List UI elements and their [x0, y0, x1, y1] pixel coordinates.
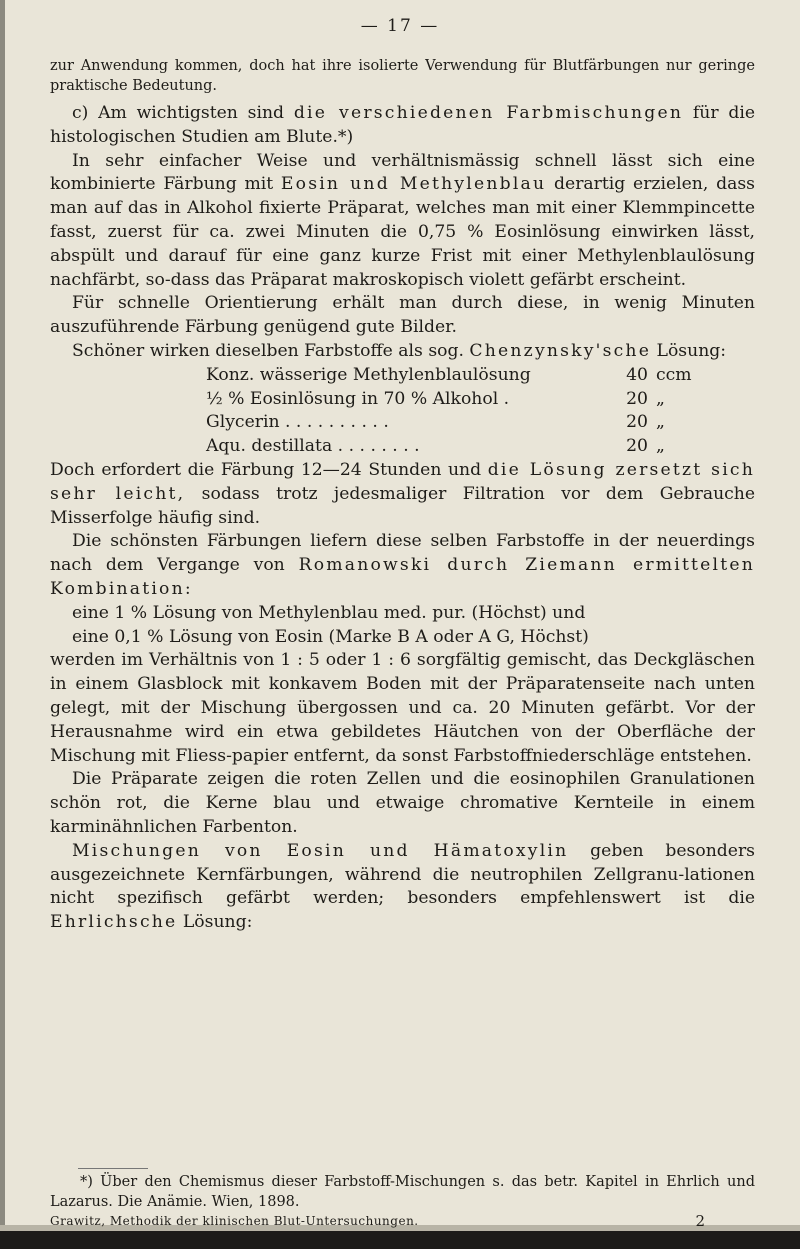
paragraph-hematoxylin: Mischungen von Eosin und Hämatoxylin geben besonders ausgezeichnete Kernfärbungen, während die neutrophilen Zellgranu-lationen nicht spezifisch gefärbt werden; besonders empfehlenswert ist die Ehrlichsche Lösung: [50, 840, 755, 933]
list-item: eine 0,1 % Lösung von Eosin (Marke B A oder A G, Höchst) [72, 626, 589, 647]
body-text [50, 56, 755, 935]
recipe-table [206, 364, 755, 459]
paragraph-orientation: Für schnelle Orientierung erhält man durch diese, in wenig Minuten auszuführende Färbung genügend gute Bilder. [50, 293, 755, 338]
recipe-row: Glycerin . . . . . . . . . . 20 „ [206, 412, 665, 433]
page-bottom-edge [0, 1231, 800, 1249]
page-number: — 17 — [360, 16, 440, 36]
footer-signature: Grawitz, Methodik der klinischen Blut-Untersuchungen. [50, 1214, 419, 1228]
list-item: eine 1 % Lösung von Methylenblau med. pur. (Höchst) und [72, 602, 586, 623]
paragraph-eosin-methylene: In sehr einfacher Weise und verhältnismässig schnell lässt sich eine kombinierte Färbung mit Eosin und Methylenblau derartig erzielen, dass man auf das in Alkohol fixierte Präparat, welches man mit einer Klemmpincette fasst, zuerst für ca. zwei Minuten die 0,75 % Eosinlösung einwirken lässt, abspült und darauf für eine ganz kurze Frist mit einer Methylenblaulösung nachfärbt, so-dass das Präparat makroskopisch violett gefärbt erscheint. [50, 150, 755, 290]
paragraph-duration: Doch erfordert die Färbung 12—24 Stunden und die Lösung zersetzt sich sehr leicht, sodass trotz jedesmaliger Filtration vor dem Gebrauche Misserfolge häufig sind. [50, 459, 755, 528]
paragraph-results: Die Präparate zeigen die roten Zellen und die eosinophilen Granulationen schön rot, die Kerne blau und etwaige chromative Kernteile in einem karminähnlichen Farbenton. [50, 769, 755, 837]
section-c-heading: c) Am wichtigsten sind die verschiedenen Farbmischungen für die histologischen Studien am Blute.*) [50, 103, 755, 147]
section-c-emphasis: die verschiedenen Farbmischungen [293, 103, 684, 123]
recipe-row: Aqu. destillata . . . . . . . . 20 „ [206, 436, 665, 457]
footnote: *) Über den Chemismus dieser Farbstoff-Mischungen s. das betr. Kapitel in Ehrlich und Lazarus. Die Anämie. Wien, 1898. [50, 1174, 755, 1210]
recipe-row: Konz. wässerige Methylenblaulösung 40 ccm [206, 364, 692, 385]
page-edge-shadow [0, 0, 5, 1249]
solution-list [72, 602, 755, 650]
paragraph-procedure: werden im Verhältnis von 1 : 5 oder 1 : 6 sorgfältig gemischt, das Deckgläschen in einem Glasblock mit konkavem Boden mit der Präparatenseite nach unten gelegt, mit der Mischung übergossen und ca. 20 Minuten gefärbt. Vor der Herausnahme wird ein etwa gebildetes Häutchen von der Oberfläche der Mischung mit Fliess-papier entfernt, da sonst Farbstoffniederschläge entstehen. [50, 650, 755, 766]
paragraph-romanowski: Die schönsten Färbungen liefern diese selben Farbstoffe in der neuerdings nach dem Vergange von Romanowski durch Ziemann ermittelten Kombination: [50, 531, 755, 599]
page-footer [50, 1214, 755, 1230]
recipe-row: ½ % Eosinlösung in 70 % Alkohol . 20 „ [206, 388, 665, 409]
paragraph-chenzynsky: Schöner wirken dieselben Farbstoffe als sog. Chenzynsky'sche Lösung: [72, 340, 727, 361]
intro-paragraph: zur Anwendung kommen, doch hat ihre isolierte Verwendung für Blutfärbungen nur geringe praktische Bedeutung. [50, 58, 755, 94]
footnote-rule [78, 1168, 148, 1169]
signature-number: 2 [695, 1212, 705, 1230]
